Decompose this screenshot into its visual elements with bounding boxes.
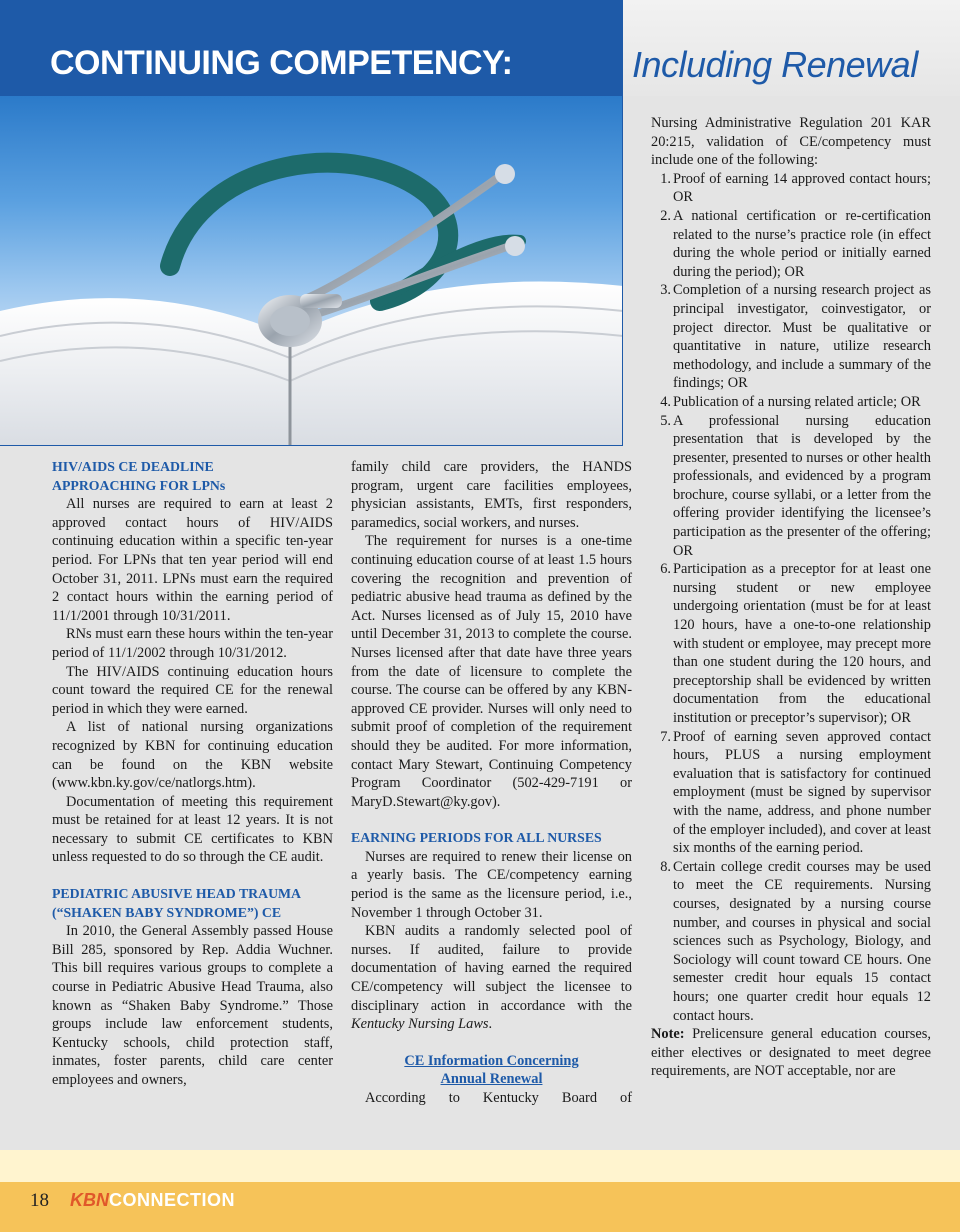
heading-hiv-aids <box>52 458 333 495</box>
brand-kbn: KBN <box>70 1190 109 1210</box>
subheading-line: CE Information Concerning <box>404 1052 579 1069</box>
brand-logo <box>70 1190 235 1211</box>
text-run: KBN audits a randomly selected pool of nurses. If audited, failure to provide documentation of having earned the required CE/competency will subject the licensee to disciplinary action in accordance with the <box>351 923 632 1014</box>
list-item <box>651 170 931 207</box>
list-item <box>651 728 931 858</box>
list-item <box>651 207 931 281</box>
list-item-text: A national certification or re-certification related to the nurse’s practice role (in effect during the whole period or initially earned during the period); OR <box>673 207 931 280</box>
list-item-number: 2. <box>660 207 671 224</box>
brand-connection: CONNECTION <box>109 1190 235 1210</box>
heading-line: HIV/AIDS CE DEADLINE <box>52 459 214 474</box>
list-item <box>651 412 931 561</box>
paragraph <box>351 922 632 1034</box>
subheading-ce-information <box>351 1052 632 1089</box>
list-item-text: Completion of a nursing research project as principal investigator, coinvestigator, or project director. Must be qualitative or quantitative in nature, utilize research methodology, and include a summary of the findings; OR <box>673 282 931 392</box>
subheading-line: Annual Renewal <box>440 1071 543 1088</box>
paragraph: According to Kentucky Board of <box>365 1090 632 1106</box>
paragraph: family child care providers, the HANDS program, urgent care facilities employees, physician assistants, EMTs, first responders, paramedics, social workers, and nurses. <box>351 459 632 531</box>
list-item-number: 4. <box>660 393 671 410</box>
page-title: CONTINUING COMPETENCY: <box>50 44 513 82</box>
column-left <box>52 458 333 1090</box>
list-item-text: Publication of a nursing related article; OR <box>673 393 921 410</box>
list-item <box>651 858 931 1025</box>
paragraph: Documentation of meeting this requirement must be retained for at least 12 years. It is not necessary to submit CE certificates to KBN unless requested to do so through the CE audit. <box>52 793 333 866</box>
paragraph-intro: Nursing Administrative Regulation 201 KAR 20:215, validation of CE/competency must include one of the following: <box>651 115 931 169</box>
list-item-number: 6. <box>660 561 671 578</box>
paragraph: All nurses are required to earn at least 2 approved contact hours of HIV/AIDS continuing education within a specific ten-year period. For LPNs that ten year period will end October 31, 2011. LPNs must earn the required 2 contact hours within the earning period of 11/1/2001 through 10/31/2011. <box>52 496 333 624</box>
list-item-text: Participation as a preceptor for at least one nursing student or new employee undergoing orientation (must be for at least 120 hours, have a one-to-one relationship with student or employee, may precept more than one student during the 120 hours, and preceptorship shall be evidenced by written documentation from the educational institution or preceptor’s supervisor); OR <box>673 561 931 726</box>
list-item-text: Certain college credit courses may be used to meet the CE requirements. Nursing courses, designated by a nursing course number, and courses in physical and social sciences such as Psychology, Biology, and Sociology will count toward CE hours. One semester credit hour equals 15 contact hours; one quarter credit hour equals 12 contact hours. <box>673 858 931 1024</box>
note-text: Prelicensure general education courses, either electives or designated to meet degree requirements, are NOT acceptable, nor are <box>651 1026 931 1080</box>
list-item-number: 3. <box>660 282 671 299</box>
column-middle <box>351 458 632 1108</box>
heading-earning-periods: EARNING PERIODS FOR ALL NURSES <box>351 830 602 846</box>
text-run: . <box>488 1016 493 1033</box>
paragraph: Nurses are required to renew their license on a yearly basis. The CE/competency earning period is the same as the licensure period, i.e., November 1 through October 31. <box>351 848 632 921</box>
paragraph: RNs must earn these hours within the ten-year period of 11/1/2002 through 10/31/2012. <box>52 626 333 661</box>
heading-line: (“SHAKEN BABY SYNDROME”) CE <box>52 904 282 920</box>
emphasis-text: Kentucky Nursing Laws <box>351 1016 489 1033</box>
stethoscope-icon <box>0 96 623 446</box>
list-item-number: 7. <box>660 728 671 745</box>
stethoscope-photo <box>0 96 623 446</box>
list-item-text: A professional nursing education presentation that is developed by the presenter, presented to nurses or other health professionals, and evidenced by a program brochure, course syllabi, or a letter from the offering provider identifying the licensee’s participation as the presenter of the offering; OR <box>673 412 931 559</box>
list-item-text: Proof of earning 14 approved contact hours; OR <box>673 170 931 206</box>
note-paragraph <box>651 1025 931 1081</box>
footer-strip <box>0 1150 960 1182</box>
list-item-number: 8. <box>660 858 671 875</box>
list-item <box>651 393 931 412</box>
list-item <box>651 560 931 727</box>
page-number: 18 <box>30 1190 49 1211</box>
paragraph: In 2010, the General Assembly passed House Bill 285, sponsored by Rep. Addia Wuchner. This bill requires various groups to complete a course in Pediatric Abusive Head Trauma, also known as “Shaken Baby Syndrome.” Those groups include law enforcement students, Kentucky schools, child protection staff, inmates, foster parents, child care center employees and owners, <box>52 923 333 1088</box>
list-item-number: 1. <box>660 170 671 187</box>
requirements-list <box>651 170 931 1025</box>
column-right <box>651 114 931 1081</box>
paragraph: The requirement for nurses is a one-time continuing education course of at least 1.5 hours covering the recognition and prevention of pediatric abusive head trauma as defined by the Act. Nurses licensed as of July 15, 2010 have until December 31, 2013 to complete the course. Nurses licensed after that date have three years from the date of licensure to complete the course. The course can be offered by any KBN-approved CE provider. Nurses will only need to submit proof of completion of the requirement should they be audited. For more information, contact Mary Stewart, Continuing Competency Program Coordinator (502-429-7191 or MaryD.Stewart@ky.gov). <box>351 533 632 810</box>
heading-pediatric-head-trauma <box>52 885 333 922</box>
heading-line: PEDIATRIC ABUSIVE HEAD TRAUMA <box>52 886 302 902</box>
note-label: Note: <box>651 1026 685 1043</box>
page-subtitle: Including Renewal <box>632 44 918 85</box>
list-item <box>651 281 931 393</box>
paragraph: A list of national nursing organizations recognized by KBN for continuing education can be found on the KBN website (www.kbn.ky.gov/ce/natlorgs.htm). <box>52 719 333 792</box>
list-item-number: 5. <box>660 412 671 429</box>
paragraph: The HIV/AIDS continuing education hours count toward the required CE for the renewal period in which they were earned. <box>52 663 333 717</box>
list-item-text: Proof of earning seven approved contact hours, PLUS a nursing employment evaluation that is satisfactory for continued employment (must be signed by supervisor with the name, address, and phone number of the employer included), and cover at least six months of the earning period. <box>673 728 931 857</box>
heading-line: APPROACHING FOR LPNs <box>52 477 226 493</box>
